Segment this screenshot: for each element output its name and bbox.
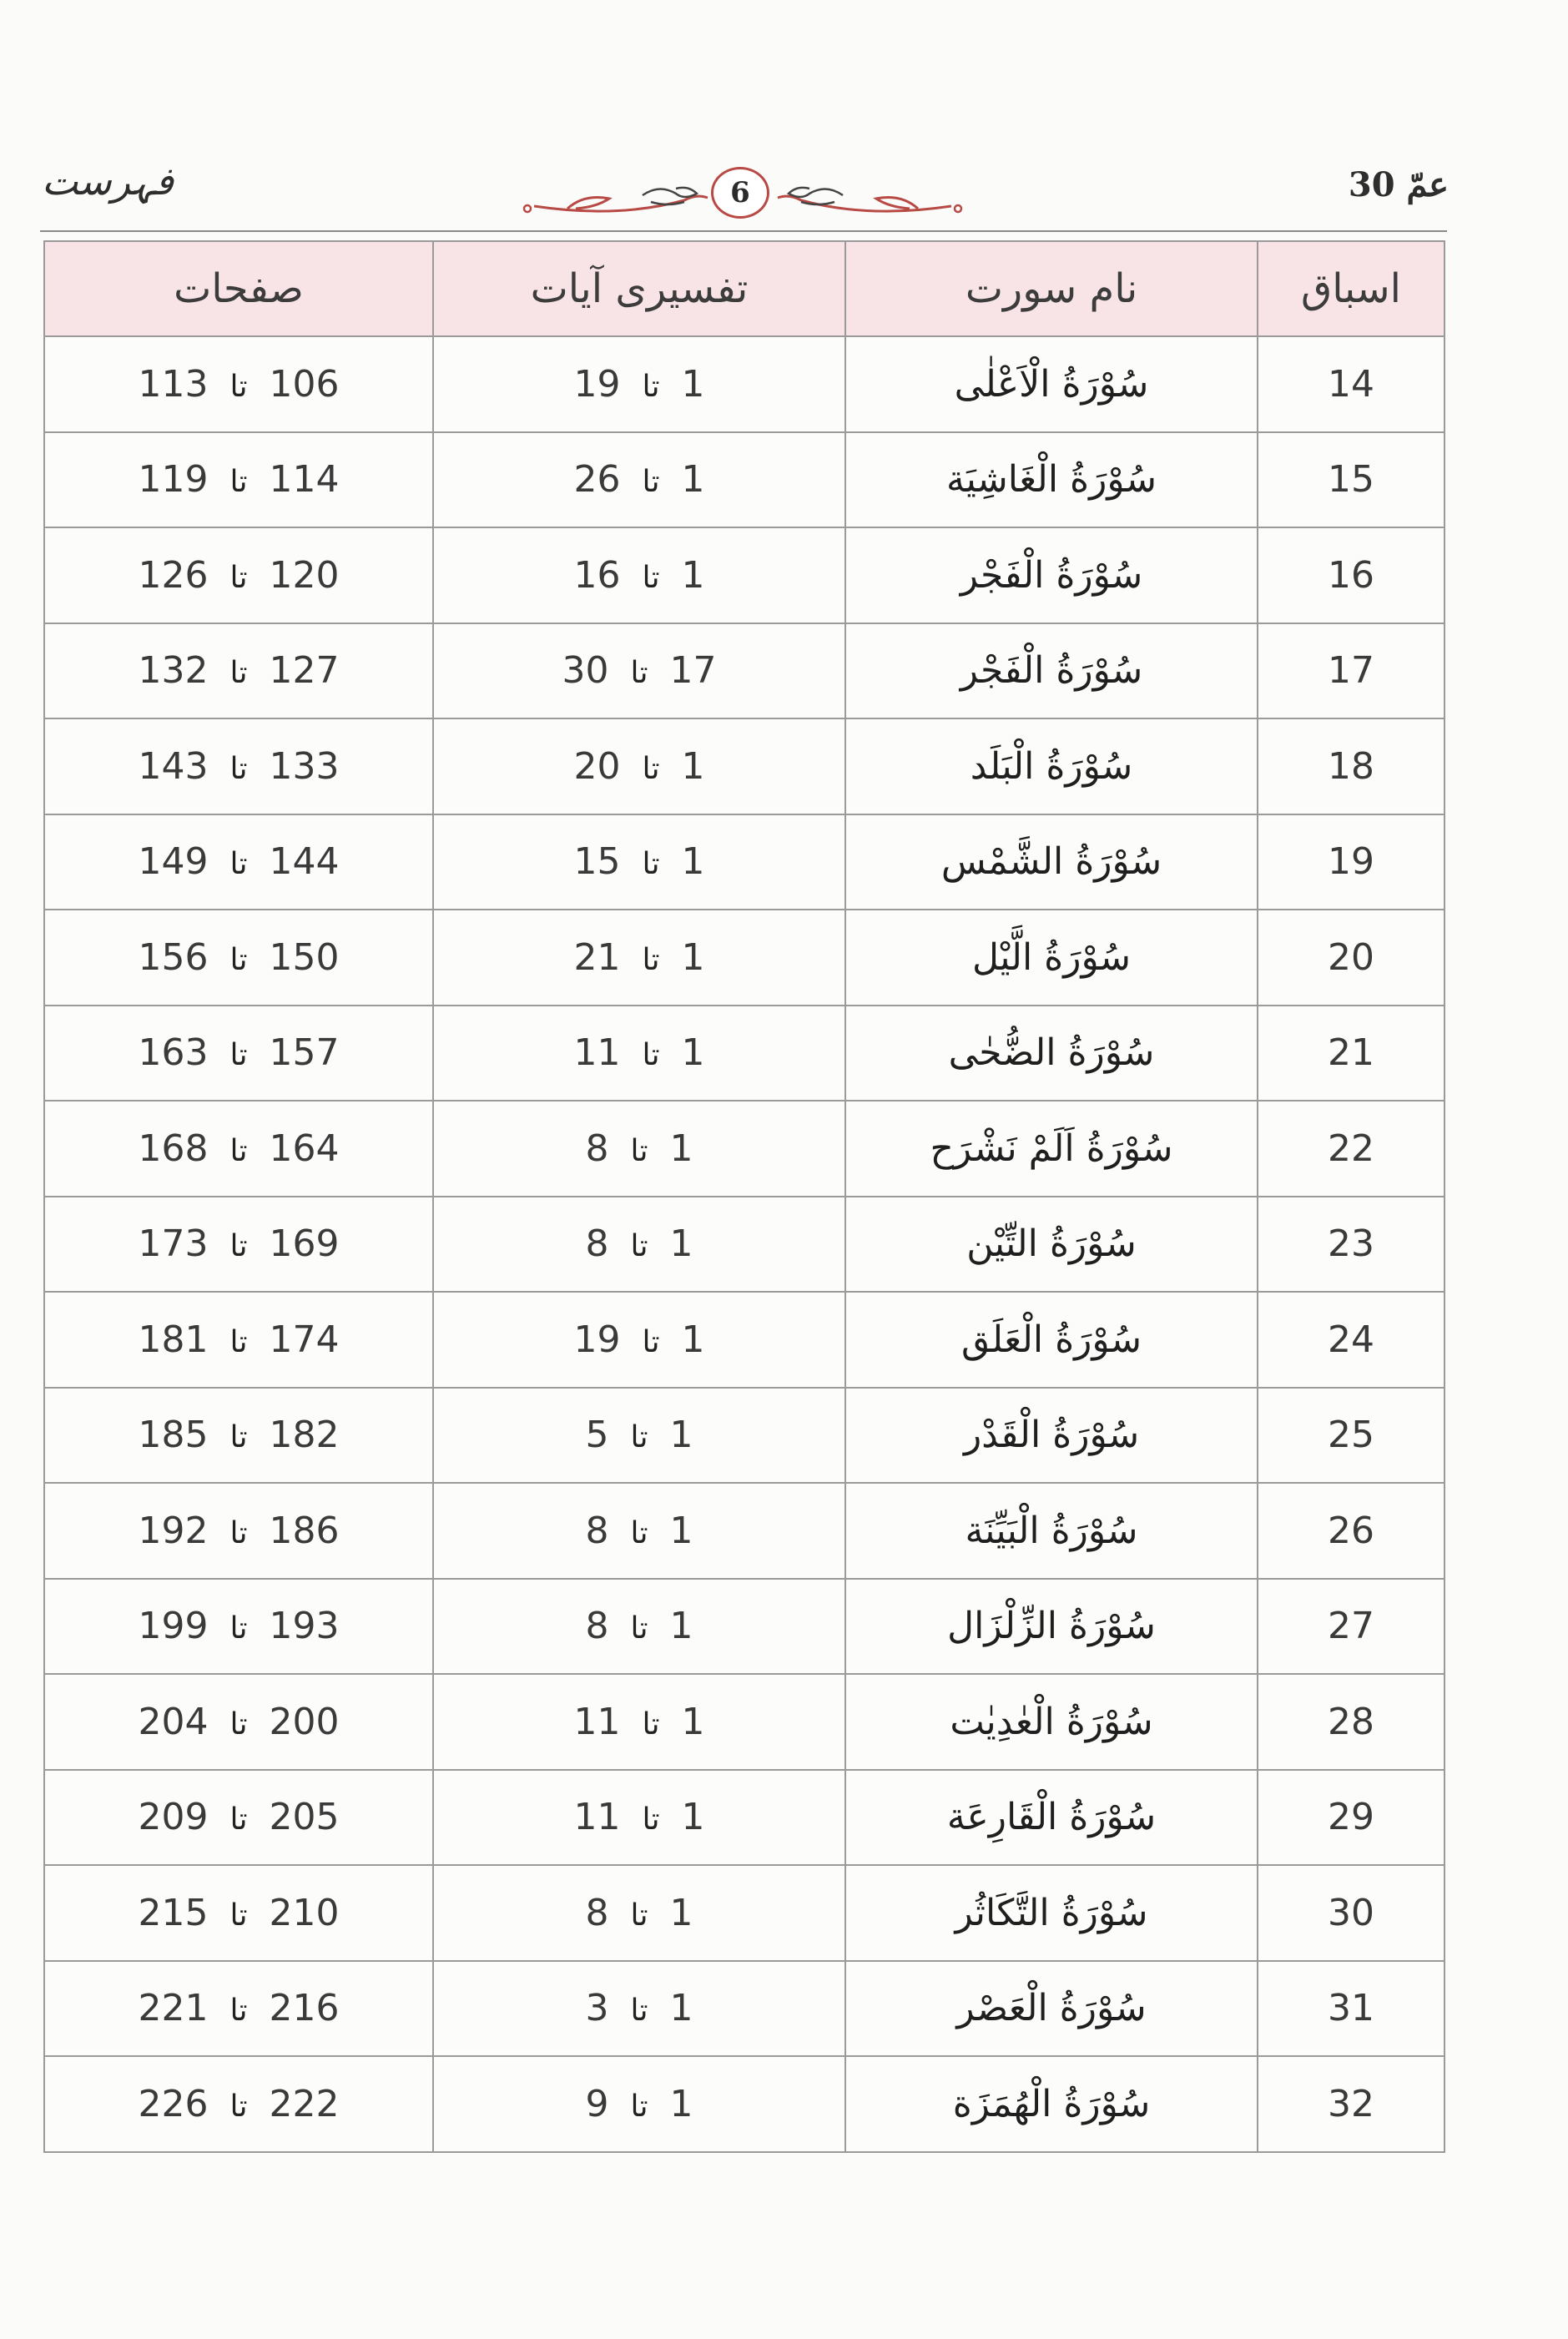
ayat-range: [433, 336, 845, 432]
range-word: تا: [642, 847, 660, 882]
ayat-to: 26: [573, 458, 621, 502]
index-table: [43, 240, 1445, 2153]
ayat-from: 1: [669, 1414, 693, 1457]
lesson-number: 27: [1258, 1579, 1444, 1675]
range-word: تا: [642, 465, 660, 500]
lesson-number: 32: [1258, 2056, 1444, 2152]
ayat-from: 1: [669, 1605, 693, 1648]
lesson-number: 14: [1258, 336, 1444, 432]
ayat-from: 1: [669, 1127, 693, 1170]
range-word: تا: [229, 1038, 248, 1073]
ayat-to: 19: [573, 1318, 621, 1361]
table-row: [44, 814, 1444, 910]
ayat-from: 1: [669, 1891, 693, 1934]
page-from: 186: [269, 1509, 340, 1552]
page-from: 164: [269, 1127, 340, 1170]
page-to: 181: [138, 1318, 209, 1361]
surah-name: سُوْرَةُ الْفَجْر: [845, 623, 1258, 719]
part-title: عمّ 30: [1348, 165, 1449, 204]
ayat-to: 30: [562, 649, 609, 693]
surah-name: سُوْرَةُ الزِّلْزَال: [845, 1579, 1258, 1675]
ayat-range: [433, 1674, 845, 1770]
col-header-pages: صفحات: [44, 241, 433, 336]
lesson-number: 22: [1258, 1101, 1444, 1197]
surah-name: سُوْرَةُ الْعَصْر: [845, 1961, 1258, 2057]
range-word: تا: [630, 1994, 648, 2029]
range-word: تا: [229, 1706, 248, 1742]
lesson-number: 21: [1258, 1006, 1444, 1101]
page-range: [44, 1770, 433, 1866]
page-from: 169: [269, 1222, 340, 1266]
ayat-to: 19: [573, 362, 621, 406]
page-range: [44, 910, 433, 1006]
range-word: تا: [229, 1133, 248, 1168]
ayat-to: 8: [585, 1222, 609, 1266]
lesson-number: 24: [1258, 1292, 1444, 1388]
page-from: 144: [269, 840, 340, 884]
range-word: تا: [229, 1229, 248, 1264]
ayat-to: 20: [573, 744, 621, 788]
ayat-range: [433, 1770, 845, 1866]
page-from: 133: [269, 744, 340, 788]
page-to: 163: [138, 1031, 209, 1075]
lesson-number: 18: [1258, 718, 1444, 814]
table-row: [44, 1579, 1444, 1675]
range-word: تا: [229, 1515, 248, 1550]
ayat-from: 1: [681, 1318, 705, 1361]
page-from: 222: [269, 2082, 340, 2125]
surah-name: سُوْرَةُ الْعٰدِيٰت: [845, 1674, 1258, 1770]
page-range: [44, 1865, 433, 1961]
ayat-range: [433, 1388, 845, 1484]
range-word: تا: [229, 2089, 248, 2124]
range-word: تا: [229, 847, 248, 882]
page-from: 157: [269, 1031, 340, 1075]
table-row: [44, 1388, 1444, 1484]
table-row: [44, 910, 1444, 1006]
range-word: تا: [630, 656, 648, 691]
ayat-from: 17: [669, 649, 717, 693]
page-to: 132: [138, 649, 209, 693]
range-word: تا: [229, 465, 248, 500]
surah-name: سُوْرَةُ الْقَارِعَة: [845, 1770, 1258, 1866]
page-from: 106: [269, 362, 340, 406]
page-range: [44, 1483, 433, 1579]
range-word: تا: [642, 1706, 660, 1742]
col-header-surah-name: نام سورت: [845, 241, 1258, 336]
table-row: [44, 1483, 1444, 1579]
surah-name: سُوْرَةُ الْبَلَد: [845, 718, 1258, 814]
ayat-to: 21: [573, 935, 621, 979]
lesson-number: 25: [1258, 1388, 1444, 1484]
page-from: 174: [269, 1318, 340, 1361]
ayat-to: 11: [573, 1031, 621, 1075]
page-to: 204: [138, 1700, 209, 1743]
page-to: 209: [138, 1796, 209, 1839]
ayat-from: 1: [681, 935, 705, 979]
ayat-from: 1: [681, 1700, 705, 1743]
surah-name: سُوْرَةُ الضُّحٰى: [845, 1006, 1258, 1101]
page-to: 226: [138, 2082, 209, 2125]
ayat-from: 1: [669, 1987, 693, 2030]
ayat-to: 8: [585, 1509, 609, 1552]
surah-name: سُوْرَةُ الْعَلَق: [845, 1292, 1258, 1388]
surah-name: سُوْرَةُ الْقَدْر: [845, 1388, 1258, 1484]
range-word: تا: [229, 369, 248, 404]
page-range: [44, 1388, 433, 1484]
range-word: تا: [642, 1802, 660, 1837]
surah-name: سُوْرَةُ الْهُمَزَة: [845, 2056, 1258, 2152]
ayat-range: [433, 432, 845, 528]
range-word: تا: [630, 1515, 648, 1550]
page-from: 205: [269, 1796, 340, 1839]
surah-name: سُوْرَةُ الْبَيِّنَة: [845, 1483, 1258, 1579]
range-word: تا: [630, 1229, 648, 1264]
ayat-to: 9: [585, 2082, 609, 2125]
page-from: 210: [269, 1891, 340, 1934]
range-word: تا: [630, 2089, 648, 2124]
page-from: 182: [269, 1414, 340, 1457]
page-from: 127: [269, 649, 340, 693]
lesson-number: 15: [1258, 432, 1444, 528]
ayat-to: 16: [573, 553, 621, 597]
ayat-from: 1: [669, 2082, 693, 2125]
page-to: 199: [138, 1605, 209, 1648]
ayat-to: 15: [573, 840, 621, 884]
range-word: تا: [229, 1898, 248, 1933]
ayat-from: 1: [681, 458, 705, 502]
page-from: 200: [269, 1700, 340, 1743]
page-number: 6: [711, 167, 769, 219]
ayat-from: 1: [669, 1509, 693, 1552]
table-row: [44, 1865, 1444, 1961]
table-row: [44, 1292, 1444, 1388]
ayat-to: 5: [585, 1414, 609, 1457]
range-word: تا: [229, 1994, 248, 2029]
surah-name: سُوْرَةُ الشَّمْس: [845, 814, 1258, 910]
range-word: تا: [229, 1802, 248, 1837]
page-to: 221: [138, 1987, 209, 2030]
table-row: [44, 2056, 1444, 2152]
ayat-to: 8: [585, 1891, 609, 1934]
page-range: [44, 432, 433, 528]
page-to: 173: [138, 1222, 209, 1266]
page-to: 143: [138, 744, 209, 788]
range-word: تا: [630, 1133, 648, 1168]
range-word: تا: [630, 1898, 648, 1933]
ayat-from: 1: [681, 744, 705, 788]
page-to: 119: [138, 458, 209, 502]
ayat-range: [433, 1961, 845, 2057]
page-range: [44, 814, 433, 910]
page-from: 150: [269, 935, 340, 979]
ayat-to: 11: [573, 1796, 621, 1839]
table-row: [44, 1197, 1444, 1293]
table-row: [44, 1101, 1444, 1197]
page-range: [44, 527, 433, 623]
page-range: [44, 1674, 433, 1770]
surah-name: سُوْرَةُ اَلَمْ نَشْرَح: [845, 1101, 1258, 1197]
ayat-from: 1: [681, 1796, 705, 1839]
surah-name: سُوْرَةُ الْفَجْر: [845, 527, 1258, 623]
page-range: [44, 1292, 433, 1388]
page-range: [44, 1961, 433, 2057]
ayat-from: 1: [681, 362, 705, 406]
header-divider: [40, 230, 1447, 232]
lesson-number: 16: [1258, 527, 1444, 623]
range-word: تا: [642, 369, 660, 404]
page-range: [44, 336, 433, 432]
lesson-number: 29: [1258, 1770, 1444, 1866]
ayat-range: [433, 623, 845, 719]
ayat-range: [433, 1865, 845, 1961]
lesson-number: 23: [1258, 1197, 1444, 1293]
ayat-range: [433, 1292, 845, 1388]
ayat-to: 8: [585, 1605, 609, 1648]
lesson-number: 26: [1258, 1483, 1444, 1579]
table-row: [44, 1770, 1444, 1866]
range-word: تا: [229, 656, 248, 691]
ayat-from: 1: [681, 1031, 705, 1075]
table-row: [44, 1006, 1444, 1101]
page-to: 192: [138, 1509, 209, 1552]
ayat-range: [433, 1483, 845, 1579]
lesson-number: 19: [1258, 814, 1444, 910]
page-to: 149: [138, 840, 209, 884]
range-word: تا: [229, 1611, 248, 1646]
page-from: 114: [269, 458, 340, 502]
page-to: 156: [138, 935, 209, 979]
ayat-range: [433, 1197, 845, 1293]
ayat-from: 1: [681, 840, 705, 884]
ayat-range: [433, 1579, 845, 1675]
table-row: [44, 527, 1444, 623]
page-to: 185: [138, 1414, 209, 1457]
page-from: 120: [269, 553, 340, 597]
range-word: تا: [229, 942, 248, 977]
range-word: تا: [642, 1324, 660, 1359]
ayat-range: [433, 1101, 845, 1197]
col-header-tafsir-ayat: تفسیری آیات: [433, 241, 845, 336]
lesson-number: 20: [1258, 910, 1444, 1006]
ayat-to: 11: [573, 1700, 621, 1743]
lesson-number: 31: [1258, 1961, 1444, 2057]
ayat-range: [433, 1006, 845, 1101]
ayat-to: 3: [585, 1987, 609, 2030]
range-word: تا: [642, 751, 660, 786]
range-word: تا: [642, 1038, 660, 1073]
lesson-number: 28: [1258, 1674, 1444, 1770]
ayat-range: [433, 814, 845, 910]
table-row: [44, 1961, 1444, 2057]
page-from: 193: [269, 1605, 340, 1648]
page-range: [44, 1579, 433, 1675]
page-to: 113: [138, 362, 209, 406]
range-word: تا: [229, 1324, 248, 1359]
page-to: 126: [138, 553, 209, 597]
range-word: تا: [229, 560, 248, 595]
table-row: [44, 336, 1444, 432]
surah-name: سُوْرَةُ التَّكَاثُر: [845, 1865, 1258, 1961]
surah-name: سُوْرَةُ التِّيْن: [845, 1197, 1258, 1293]
page-to: 168: [138, 1127, 209, 1170]
page-range: [44, 1101, 433, 1197]
table-row: [44, 623, 1444, 719]
surah-name: سُوْرَةُ الْغَاشِيَة: [845, 432, 1258, 528]
page-to: 215: [138, 1891, 209, 1934]
ayat-range: [433, 910, 845, 1006]
range-word: تا: [229, 751, 248, 786]
table-header-row: [44, 241, 1444, 336]
col-header-lessons: اسباق: [1258, 241, 1444, 336]
table-row: [44, 718, 1444, 814]
ayat-range: [433, 527, 845, 623]
table-row: [44, 1674, 1444, 1770]
ayat-from: 1: [681, 553, 705, 597]
range-word: تا: [630, 1611, 648, 1646]
page-range: [44, 1197, 433, 1293]
range-word: تا: [630, 1420, 648, 1455]
page-range: [44, 623, 433, 719]
range-word: تا: [229, 1420, 248, 1455]
ayat-range: [433, 2056, 845, 2152]
lesson-number: 17: [1258, 623, 1444, 719]
surah-name: سُوْرَةُ الَّيْل: [845, 910, 1258, 1006]
lesson-number: 30: [1258, 1865, 1444, 1961]
ayat-range: [433, 718, 845, 814]
table-row: [44, 432, 1444, 528]
ayat-to: 8: [585, 1127, 609, 1170]
range-word: تا: [642, 942, 660, 977]
page-range: [44, 1006, 433, 1101]
index-title: فہرست: [42, 159, 174, 204]
page-range: [44, 2056, 433, 2152]
page-from: 216: [269, 1987, 340, 2030]
range-word: تا: [642, 560, 660, 595]
page-range: [44, 718, 433, 814]
ayat-from: 1: [669, 1222, 693, 1266]
surah-name: سُوْرَةُ الْاَعْلٰى: [845, 336, 1258, 432]
